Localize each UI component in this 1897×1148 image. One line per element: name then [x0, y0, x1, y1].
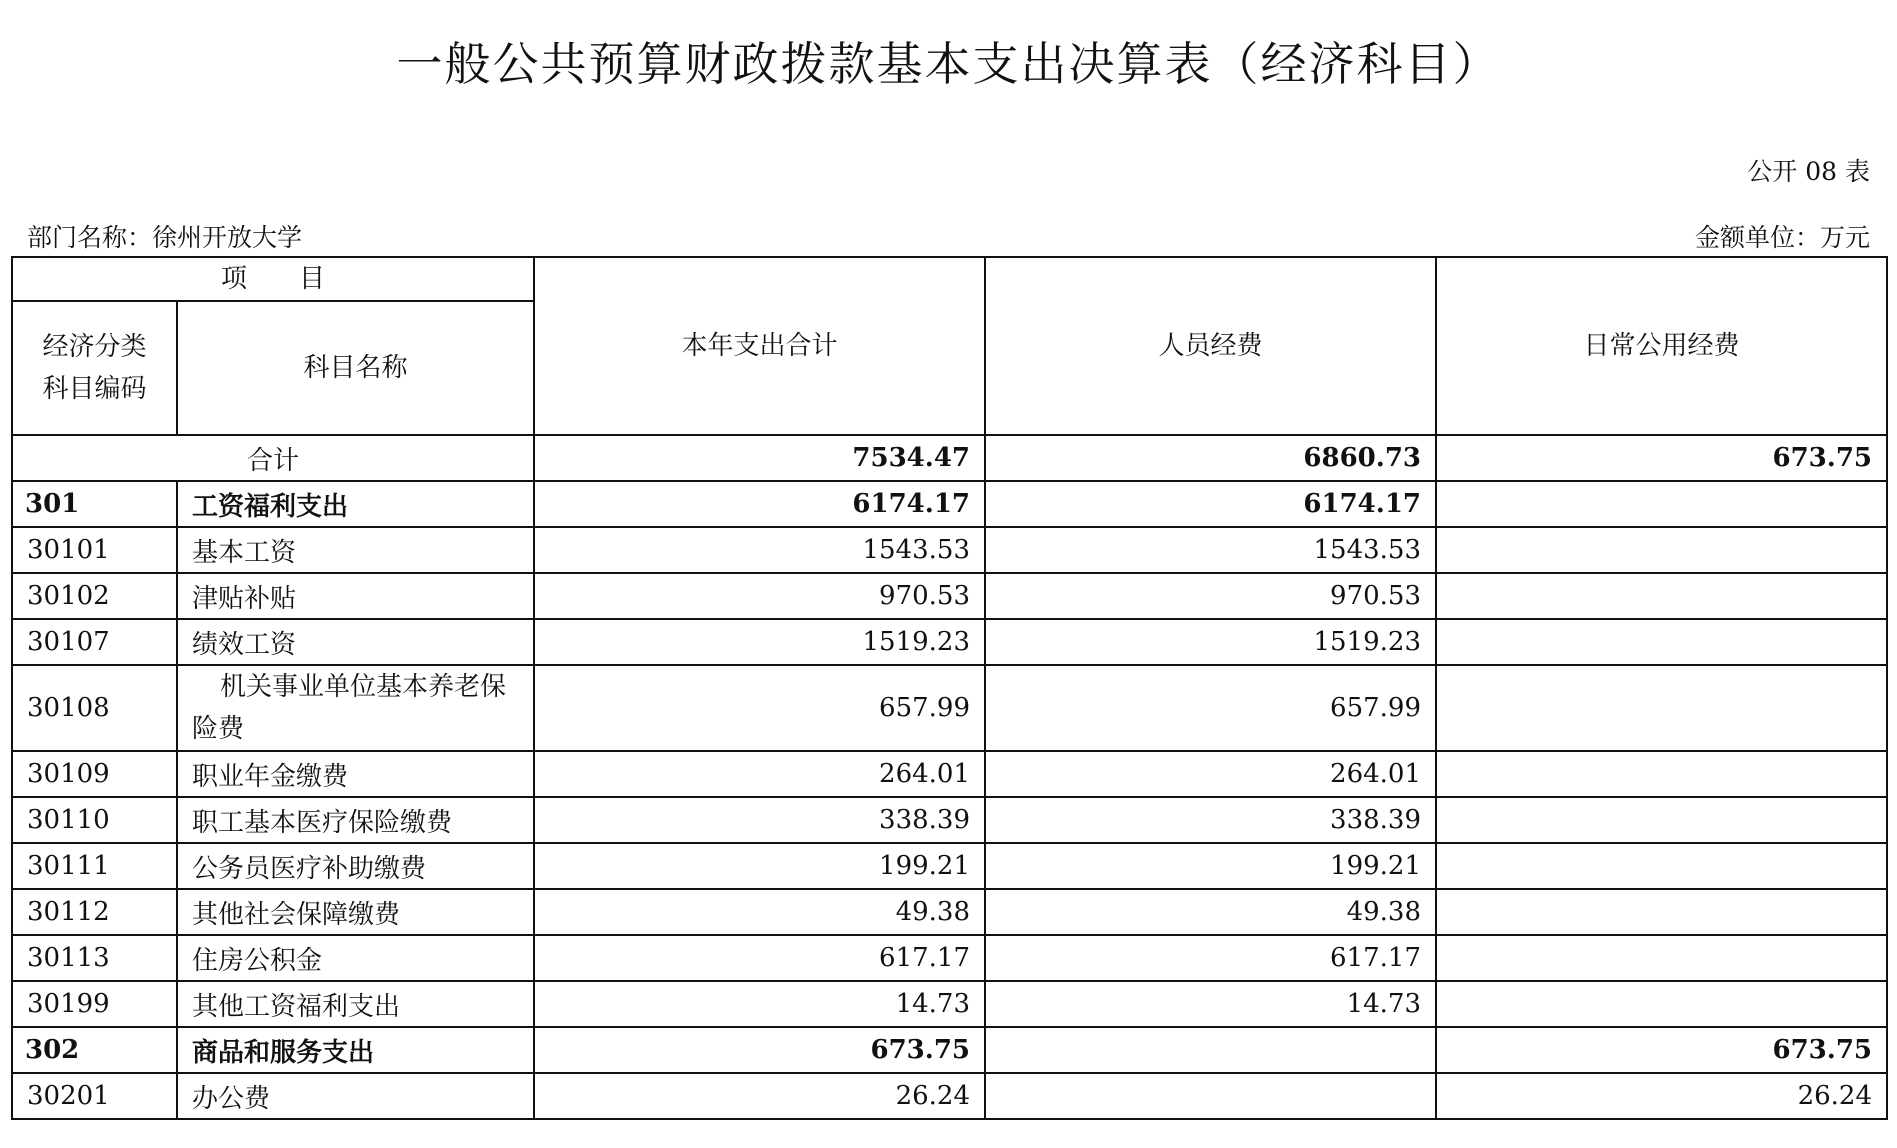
- row-total: 14.73: [534, 981, 985, 1027]
- row-total: 1519.23: [534, 619, 985, 665]
- row-public: [1436, 843, 1887, 889]
- row-code: 30199: [12, 981, 177, 1027]
- row-code: 30201: [12, 1073, 177, 1119]
- row-name: 基本工资: [177, 527, 534, 573]
- row-total: 49.38: [534, 889, 985, 935]
- total-label: 合计: [12, 435, 534, 481]
- row-name: 津贴补贴: [177, 573, 534, 619]
- row-code: 30108: [12, 665, 177, 751]
- row-public: 26.24: [1436, 1073, 1887, 1119]
- row-personnel: 338.39: [985, 797, 1436, 843]
- row-code: 30109: [12, 751, 177, 797]
- row-public: [1436, 481, 1887, 527]
- row-name: 公务员医疗补助缴费: [177, 843, 534, 889]
- row-name: 职工基本医疗保险缴费: [177, 797, 534, 843]
- row-total: 657.99: [534, 665, 985, 751]
- row-total: 199.21: [534, 843, 985, 889]
- table-row: [12, 981, 1887, 1027]
- form-number: 公开 08 表: [1747, 157, 1870, 186]
- row-personnel: 264.01: [985, 751, 1436, 797]
- row-name: 机关事业单位基本养老保险费: [177, 665, 534, 751]
- row-public: [1436, 889, 1887, 935]
- table-row: [12, 481, 1887, 527]
- header-item: 项 目: [12, 257, 534, 301]
- row-code: 302: [12, 1027, 177, 1073]
- table-row: [12, 843, 1887, 889]
- row-personnel: 617.17: [985, 935, 1436, 981]
- row-public: [1436, 751, 1887, 797]
- header-total: 本年支出合计: [534, 257, 985, 435]
- row-total: 6174.17: [534, 481, 985, 527]
- row-name: 其他工资福利支出: [177, 981, 534, 1027]
- row-public: [1436, 527, 1887, 573]
- row-personnel: 1519.23: [985, 619, 1436, 665]
- total-public: 673.75: [1436, 435, 1887, 481]
- table-body: [12, 435, 1887, 1119]
- header-public: 日常公用经费: [1436, 257, 1887, 435]
- row-public: [1436, 935, 1887, 981]
- row-name: 商品和服务支出: [177, 1027, 534, 1073]
- row-personnel: 657.99: [985, 665, 1436, 751]
- total-personnel: 6860.73: [985, 435, 1436, 481]
- table-row: [12, 1073, 1887, 1119]
- row-personnel: 14.73: [985, 981, 1436, 1027]
- row-total: 26.24: [534, 1073, 985, 1119]
- row-personnel: 199.21: [985, 843, 1436, 889]
- row-personnel: 49.38: [985, 889, 1436, 935]
- row-public: 673.75: [1436, 1027, 1887, 1073]
- row-personnel: 1543.53: [985, 527, 1436, 573]
- total-row: [12, 435, 1887, 481]
- row-code: 30113: [12, 935, 177, 981]
- table-row: [12, 889, 1887, 935]
- table-row: [12, 665, 1887, 751]
- row-total: 970.53: [534, 573, 985, 619]
- row-code: 30107: [12, 619, 177, 665]
- expenditure-table: [11, 256, 1888, 1120]
- row-code: 30102: [12, 573, 177, 619]
- row-name: 其他社会保障缴费: [177, 889, 534, 935]
- table-row: [12, 751, 1887, 797]
- row-total: 1543.53: [534, 527, 985, 573]
- row-personnel: [985, 1073, 1436, 1119]
- row-name: 绩效工资: [177, 619, 534, 665]
- row-code: 30101: [12, 527, 177, 573]
- table-row: [12, 1027, 1887, 1073]
- row-total: 338.39: [534, 797, 985, 843]
- row-name: 工资福利支出: [177, 481, 534, 527]
- row-public: [1436, 797, 1887, 843]
- row-code: 301: [12, 481, 177, 527]
- row-total: 264.01: [534, 751, 985, 797]
- row-name: 住房公积金: [177, 935, 534, 981]
- row-code: 30110: [12, 797, 177, 843]
- table-row: [12, 527, 1887, 573]
- page-title: 一般公共预算财政拨款基本支出决算表（经济科目）: [396, 37, 1501, 91]
- row-total: 617.17: [534, 935, 985, 981]
- header-code: 经济分类 科目编码: [12, 301, 177, 435]
- amount-unit: 金额单位：万元: [1694, 223, 1870, 252]
- row-total: 673.75: [534, 1027, 985, 1073]
- header-name: 科目名称: [177, 301, 534, 435]
- row-public: [1436, 981, 1887, 1027]
- row-personnel: [985, 1027, 1436, 1073]
- row-name: 办公费: [177, 1073, 534, 1119]
- row-public: [1436, 665, 1887, 751]
- row-personnel: 6174.17: [985, 481, 1436, 527]
- row-public: [1436, 619, 1887, 665]
- table-row: [12, 797, 1887, 843]
- row-code: 30112: [12, 889, 177, 935]
- row-name: 职业年金缴费: [177, 751, 534, 797]
- table-row: [12, 573, 1887, 619]
- row-public: [1436, 573, 1887, 619]
- department-name: 部门名称：徐州开放大学: [27, 223, 303, 252]
- row-personnel: 970.53: [985, 573, 1436, 619]
- table-row: [12, 619, 1887, 665]
- total-amount: 7534.47: [534, 435, 985, 481]
- header-personnel: 人员经费: [985, 257, 1436, 435]
- row-code: 30111: [12, 843, 177, 889]
- table-row: [12, 935, 1887, 981]
